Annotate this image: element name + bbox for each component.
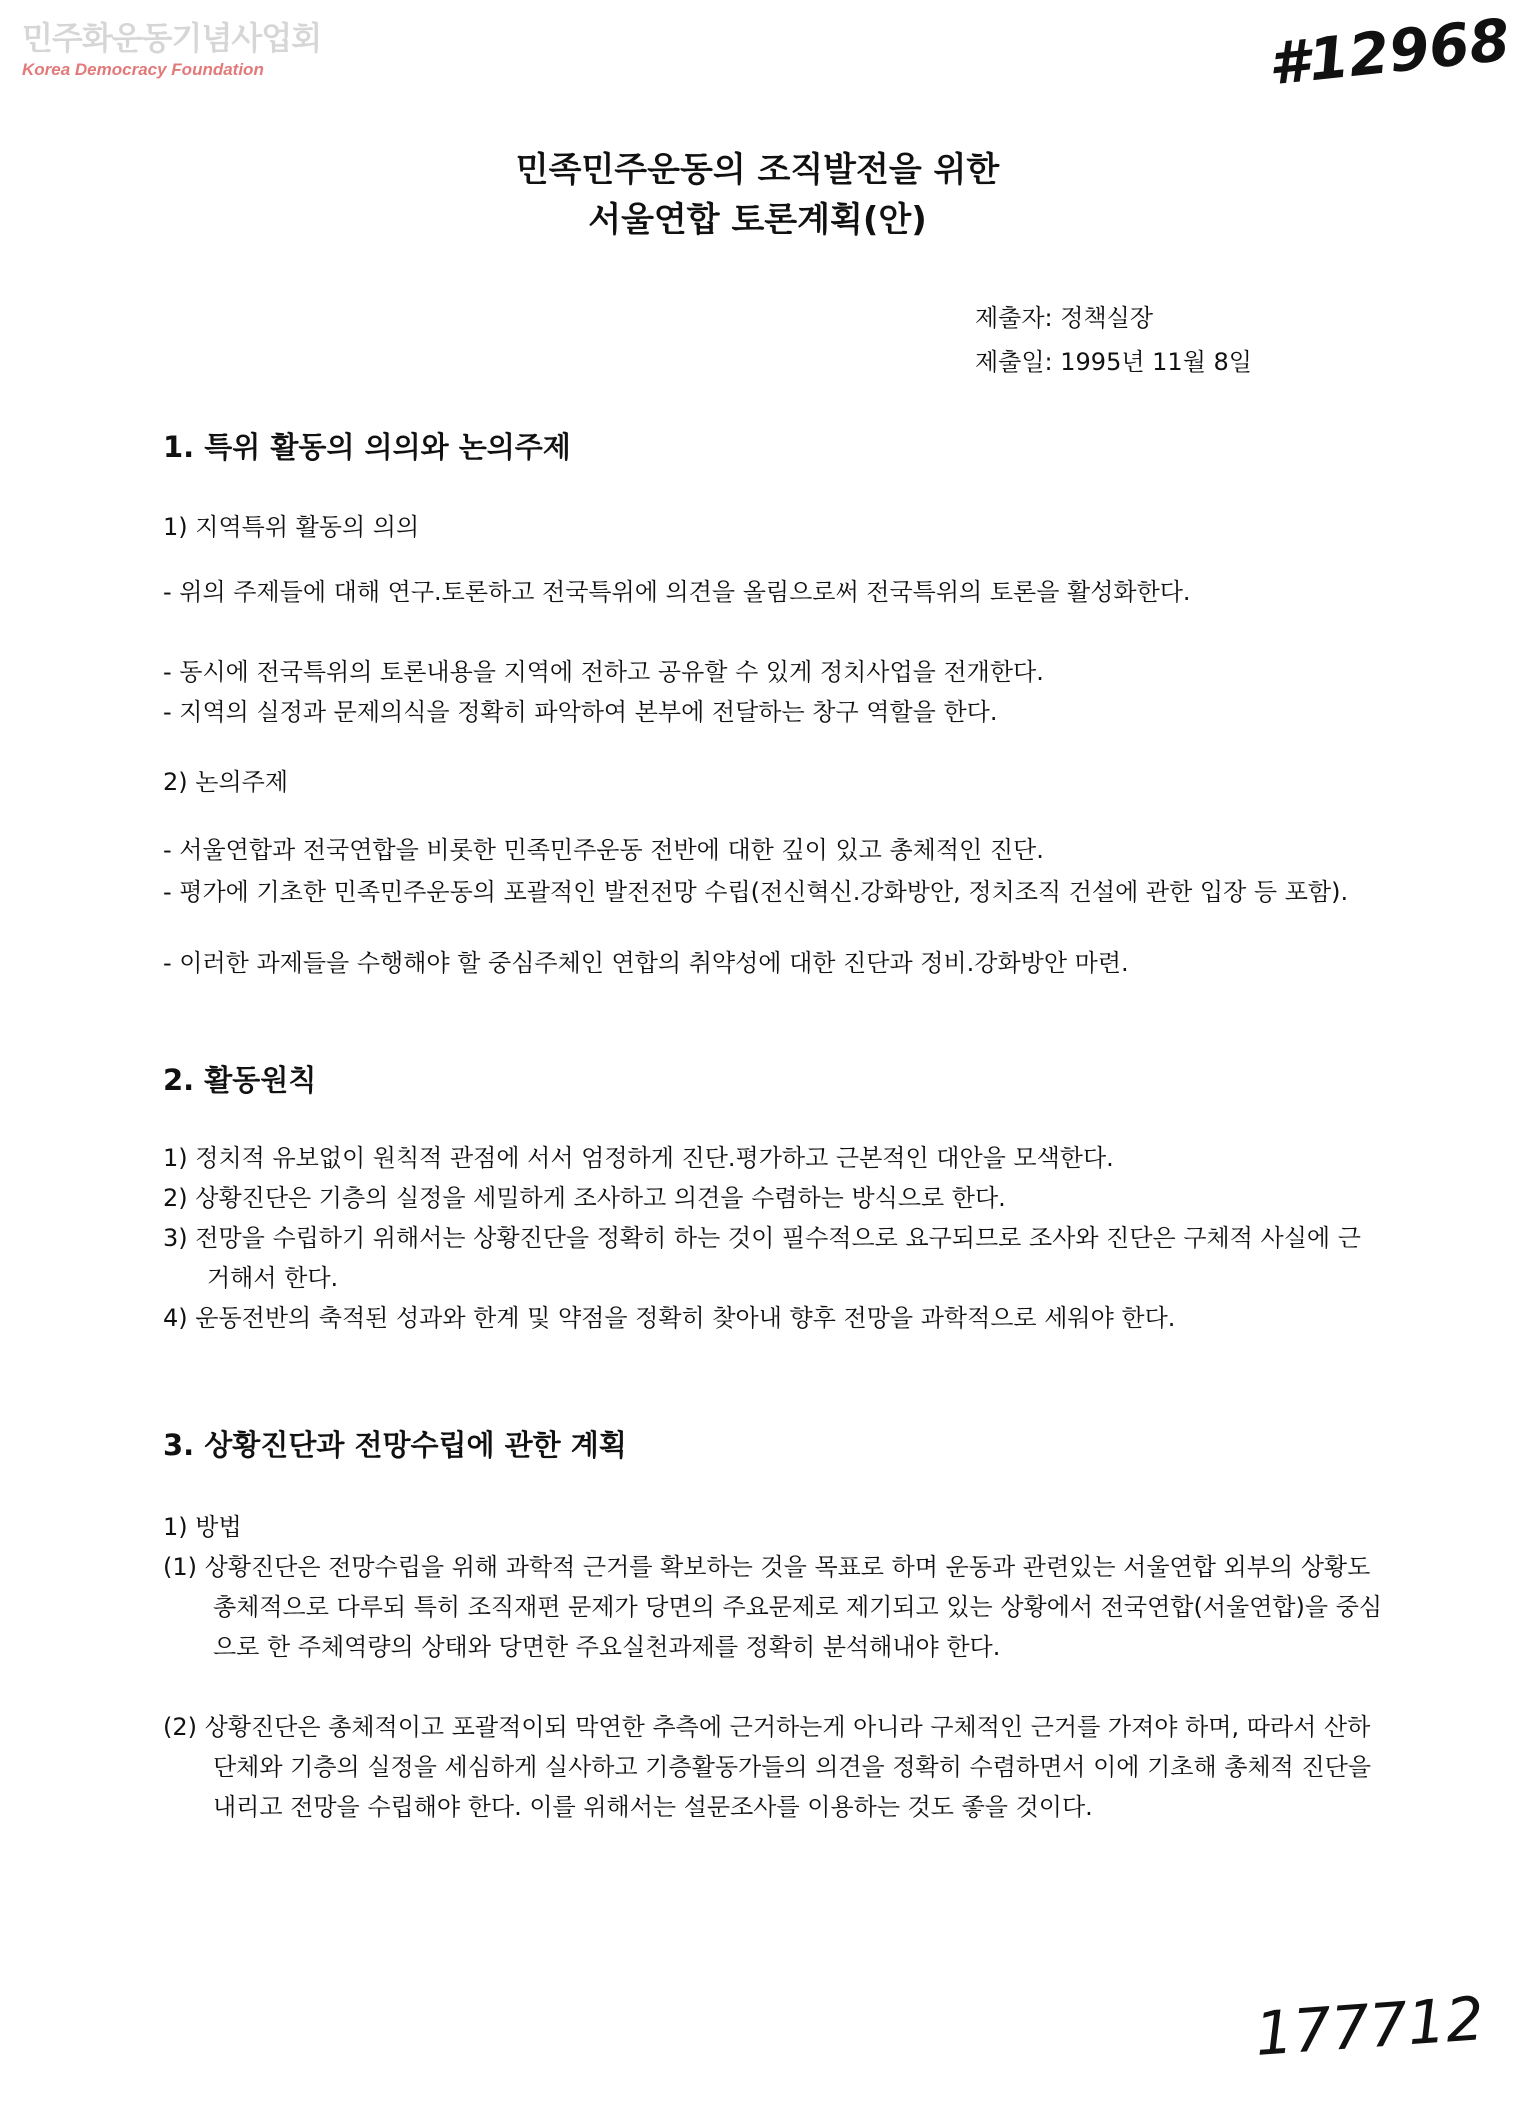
section-1-sub1-heading: 1) 지역특위 활동의 의의: [163, 513, 420, 541]
list-item: (1) 상황진단은 전망수립을 위해 과학적 근거를 확보하는 것을 목표로 하며 운동과 관련있는 서울연합 외부의 상황도 총체적으로 다루되 특히 조직재편 문제가 당면의 주요문제로 제기되고 있는 상황에서 전국연합(서울연합)을 중심으로 한 주체역량의 상태와 당면한 주요실천과제를 정확히 분석해내야 한다.: [163, 1553, 1383, 1661]
list-item: 2) 상황진단은 기층의 실정을 세밀하게 조사하고 의견을 수렴하는 방식으로 한다.: [163, 1184, 1006, 1212]
doc-title-line1: 민족민주운동의 조직발전을 위한: [515, 150, 1000, 190]
list-item: - 서울연합과 전국연합을 비롯한 민족민주운동 전반에 대한 깊이 있고 총체적인 진단.: [163, 836, 1044, 864]
watermark-korean: 민주화운동기념사업회: [22, 19, 322, 57]
list-item: 4) 운동전반의 축적된 성과와 한계 및 약점을 정확히 찾아내 향후 전망을 과학적으로 세워야 한다.: [163, 1304, 1176, 1332]
section-1-sub2-heading: 2) 논의주제: [163, 768, 288, 796]
section-2-heading: 2. 활동원칙: [163, 1063, 317, 1097]
list-item: - 동시에 전국특위의 토론내용을 지역에 전하고 공유할 수 있게 정치사업을 전개한다.: [163, 658, 1044, 686]
section-3-heading: 3. 상황진단과 전망수립에 관한 계획: [163, 1428, 627, 1462]
list-item: - 지역의 실정과 문제의식을 정확히 파악하여 본부에 전달하는 창구 역할을 한다.: [163, 698, 998, 726]
handwritten-page-number: 177712: [1252, 1984, 1487, 2070]
list-item: 3) 전망을 수립하기 위해서는 상황진단을 정확히 하는 것이 필수적으로 요구되므로 조사와 진단은 구체적 사실에 근거해서 한다.: [163, 1224, 1361, 1292]
list-item: 1) 정치적 유보없이 원칙적 관점에 서서 엄정하게 진단.평가하고 근본적인 대안을 모색한다.: [163, 1144, 1114, 1172]
section-3-sub1-heading: 1) 방법: [163, 1513, 242, 1541]
section-1-heading: 1. 특위 활동의 의의와 논의주제: [163, 430, 571, 464]
watermark-english: Korea Democracy Foundation: [22, 60, 264, 79]
doc-title-line2: 서울연합 토론계획(안): [588, 200, 927, 240]
handwritten-doc-number: #12968: [1265, 5, 1514, 99]
list-item: - 평가에 기초한 민족민주운동의 포괄적인 발전전망 수립(전신혁신.강화방안, 정치조직 건설에 관한 입장 등 포함).: [163, 878, 1349, 906]
list-item: - 위의 주제들에 대해 연구.토론하고 전국특위에 의견을 올림으로써 전국특위의 토론을 활성화한다.: [163, 578, 1191, 606]
submit-date: 제출일: 1995년 11월 8일: [975, 348, 1252, 376]
submitter: 제출자: 정책실장: [975, 304, 1154, 332]
list-item: (2) 상황진단은 총체적이고 포괄적이되 막연한 추측에 근거하는게 아니라 구체적인 근거를 가져야 하며, 따라서 산하단체와 기층의 실정을 세심하게 실사하고 기층활동가들의 의견을 정확히 수렴하면서 이에 기초해 총체적 진단을 내리고 전망을 수립해야 한다. 이를 위해서는 설문조사를 이용하는 것도 좋을 것이다.: [163, 1713, 1372, 1821]
list-item: - 이러한 과제들을 수행해야 할 중심주체인 연합의 취약성에 대한 진단과 정비.강화방안 마련.: [163, 949, 1129, 977]
watermark: [22, 20, 321, 80]
